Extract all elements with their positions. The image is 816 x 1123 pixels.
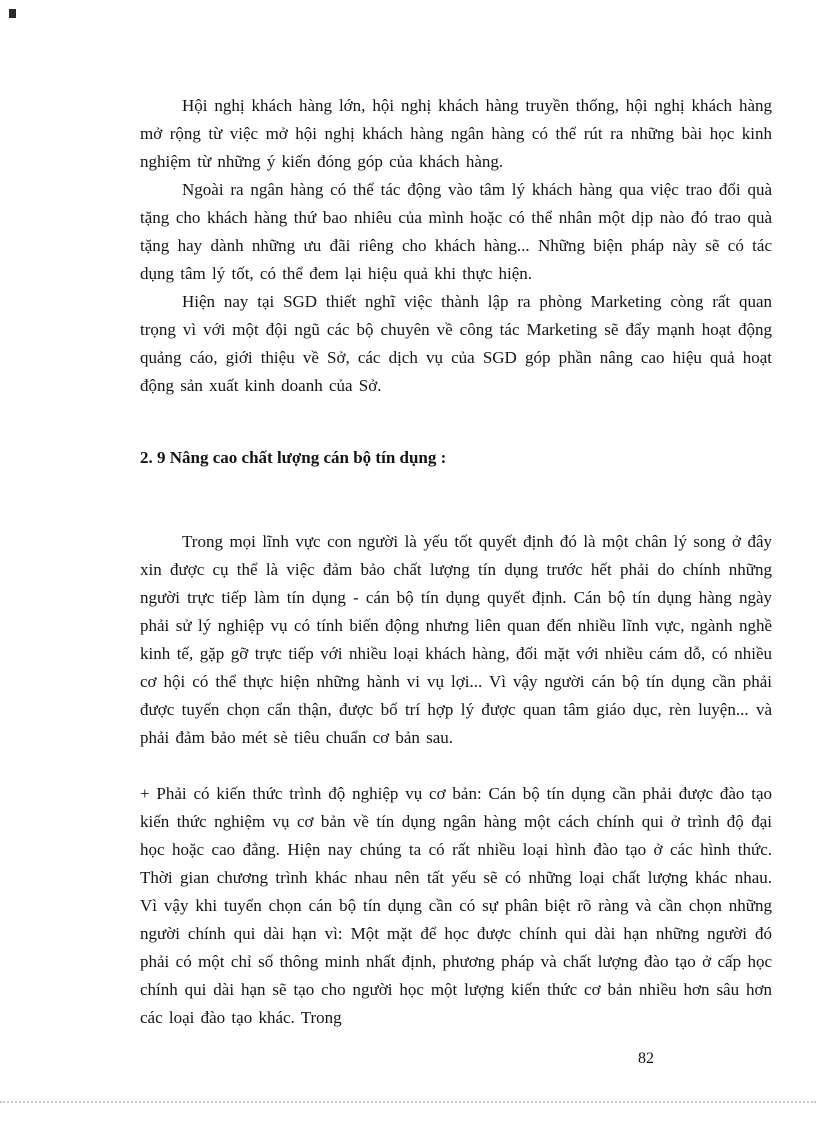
- paragraph-customer-psychology: Ngoài ra ngân hàng có thể tác động vào tâm lý khách hàng qua việc trao đổi quà tặng cho khách hàng thứ bao nhiêu của mình hoặc có thể nhân một dịp nào đó trao quà tặng hay dành những ưu đãi riêng cho khách hàng... Những biện pháp này sẽ có tác dụng tâm lý tốt, có thể đem lại hiệu quả khi thực hiện.: [140, 180, 772, 283]
- page-corner-mark: [9, 9, 16, 18]
- paragraph-customer-conference: Hội nghị khách hàng lớn, hội nghị khách hàng truyền thống, hội nghị khách hàng mở rộng từ việc mở hội nghị khách hàng ngân hàng có thể rút ra những bài học kinh nghiệm từ những ý kiến đóng góp của khách hàng.: [140, 96, 772, 171]
- document-text-block: [140, 92, 772, 1032]
- paragraph-marketing-department: Hiện nay tại SGD thiết nghĩ việc thành lập ra phòng Marketing còng rất quan trọng vì với một đội ngũ các bộ chuyên về công tác Marketing sẽ đẩy mạnh hoạt động quảng cáo, giới thiệu về Sở, các dịch vụ của SGD góp phần nâng cao hiệu quả hoạt động sản xuất kinh doanh của Sở.: [140, 292, 772, 395]
- page-number: 82: [638, 1050, 654, 1067]
- section-heading: 2. 9 Nâng cao chất lượng cán bộ tín dụng :: [140, 448, 447, 467]
- paragraph-credit-officer-quality: Trong mọi lĩnh vực con người là yếu tốt quyết định đó là một chân lý song ở đây xin được cụ thể là việc đảm bảo chất lượng tín dụng trước hết phải do chính những người trực tiếp làm tín dụng - cán bộ tín dụng quyết định. Cán bộ tín dụng hàng ngày phải sử lý nghiệp vụ có tính biến động nhưng liên quan đến nhiều lĩnh vực, ngành nghề kinh tế, gặp gỡ trực tiếp với nhiều loại khách hàng, đối mặt với nhiều cám dỗ, có nhiều cơ hội có thể thực hiện những hành vi vụ lợi... Vì vậy người cán bộ tín dụng cần phải được tuyển chọn cẩn thận, được bố trí hợp lý được quan tâm giáo dục, rèn luyện... và phải đảm bảo mét sè tiêu chuẩn cơ bản sau.: [140, 532, 772, 747]
- paragraph-professional-knowledge: + Phải có kiến thức trình độ nghiệp vụ cơ bản: Cán bộ tín dụng cần phải được đào tạo kiến thức nghiệm vụ cơ bản về tín dụng ngân hàng một cách chính qui ở trình độ đại học hoặc cao đẳng. Hiện nay chúng ta có rất nhiều loại hình đào tạo ở các hình thức. Thời gian chương trình khác nhau nên tất yếu sẽ có những loại chất lượng khác nhau. Vì vậy khi tuyển chọn cán bộ tín dụng cần có sự phân biệt rõ ràng và cần chọn những người chính qui dài hạn vì: Một mặt để học được chính qui dài hạn những người đó phải có một chỉ số thông minh nhất định, phương pháp và chất lượng đào tạo ở cấp học chính qui dài hạn sẽ tạo cho người học một lượng kiến thức cơ bản nhiều hơn sâu hơn các loại đào tạo khác. Trong: [140, 784, 772, 1027]
- page-bottom-divider: [0, 1101, 816, 1103]
